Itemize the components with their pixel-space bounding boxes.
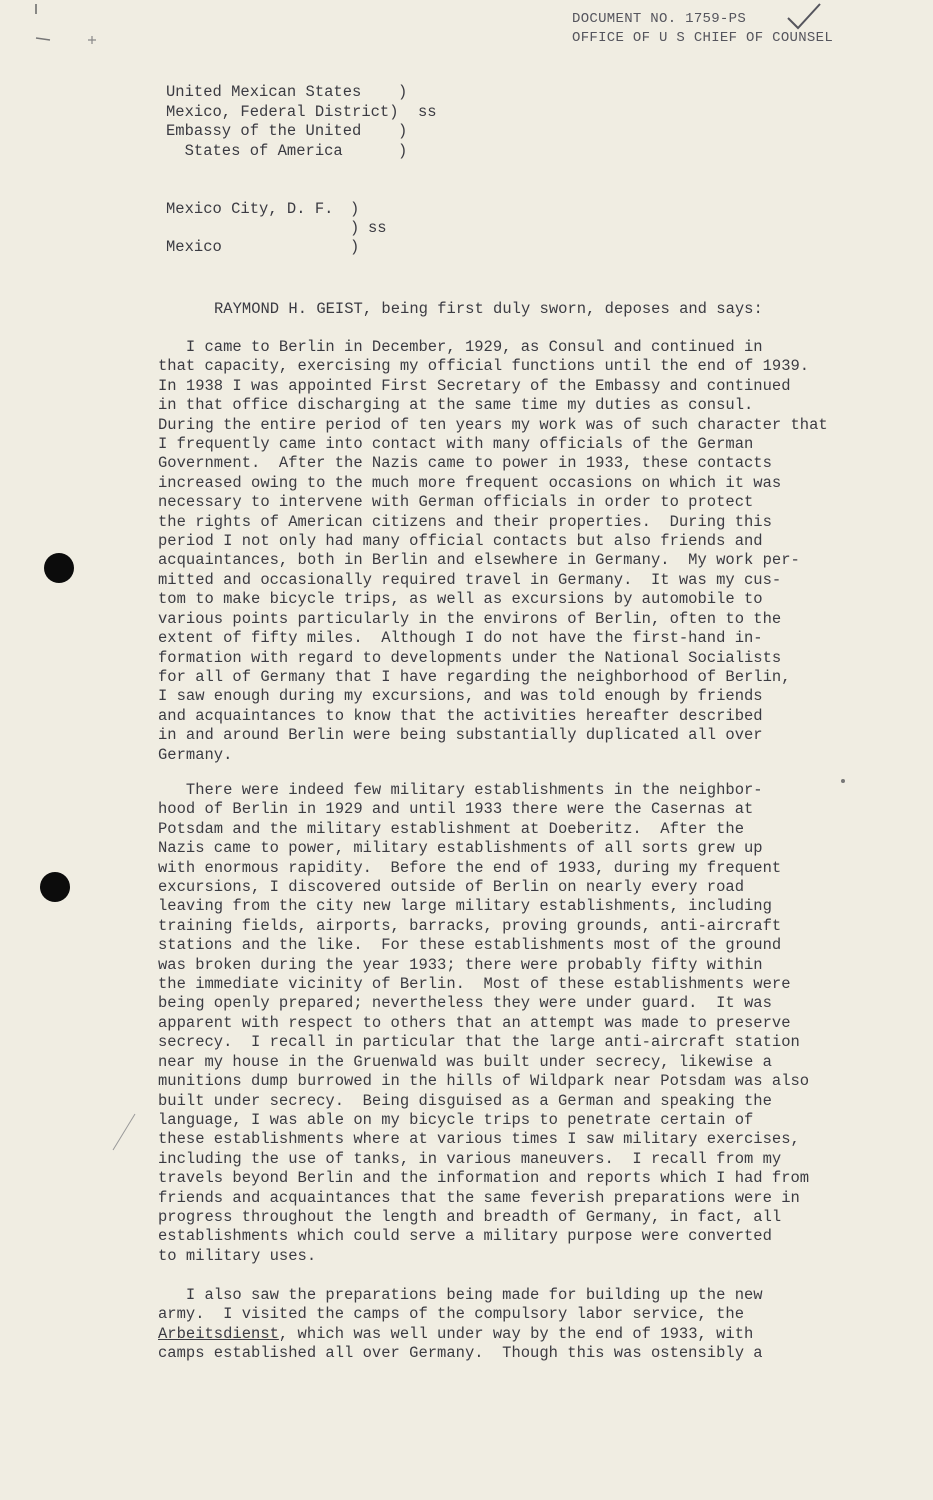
paragraph-line: formation with regard to developments under the National Socialists [158,648,782,667]
paren: ) [398,83,408,101]
paragraph-line: these establishments where at various times I saw military exercises, [158,1130,800,1149]
paragraph-line: There were indeed few military establishments in the neighbor- [158,781,763,799]
paragraph-line: acquaintances, both in Berlin and elsewhere in Germany. My work per- [158,551,800,570]
paren: ) [350,200,360,218]
paragraph-line: stations and the like. For these establishments most of the ground [158,936,782,955]
paragraph-line: I frequently came into contact with many officials of the German [158,435,754,454]
paragraph-line: progress throughout the length and breadth of Germany, in fact, all [158,1207,782,1226]
jurisdiction-city-line: Mexico City, D. F. [166,200,334,218]
paragraph-line: Germany. [158,745,233,764]
paragraph-line: language, I was able on my bicycle trips to penetrate certain of [158,1110,754,1129]
paragraph-line: being openly prepared; nevertheless they were under guard. It was [158,994,772,1013]
paragraph-line: the immediate vicinity of Berlin. Most of these establishments were [158,975,791,994]
paragraph-line: I came to Berlin in December, 1929, as Consul and continued in [158,338,763,356]
paragraph-line: with enormous rapidity. Before the end of 1933, during my frequent [158,858,782,877]
paragraph-line: In 1938 I was appointed First Secretary of the Embassy and continued [158,376,791,395]
paragraph-line: Arbeitsdienst, which was well under way by the end of 1933, with [158,1324,754,1343]
paragraph-line: including the use of tanks, in various maneuvers. I recall from my [158,1149,782,1168]
paragraph-line: mitted and occasionally required travel in Germany. It was my cus- [158,570,782,589]
paragraph-1 [158,338,863,765]
jurisdiction-line: States of America [166,141,343,160]
paragraph-line: apparent with respect to others that an attempt was made to preserve [158,1013,791,1032]
paren: ) [398,141,408,160]
ink-dot [838,776,848,786]
jurisdiction-city-block [166,200,387,257]
checkmark-icon [786,2,822,32]
paragraph-line: for all of Germany that I have regarding the neighborhood of Berlin, [158,667,791,686]
paragraph-line: necessary to intervene with German officials in order to protect [158,493,754,512]
punch-hole [44,553,74,583]
jurisdiction-line: Mexico, Federal District) [166,102,399,121]
paragraph-line: in that office discharging at the same time my duties as consul. [158,396,754,415]
paren: ) [350,238,360,256]
paragraph-line: extent of fifty miles. Although I do not have the first-hand in- [158,629,763,648]
jurisdiction-city-line: Mexico [166,238,222,256]
paragraph-line: near my house in the Gruenwald was built under secrecy, likewise a [158,1052,772,1071]
jurisdiction-line: United Mexican States [166,83,362,101]
opening-statement: RAYMOND H. GEIST, being first duly sworn, deposes and says: [214,300,763,318]
paragraph-line: was broken during the year 1933; there were probably fifty within [158,955,763,974]
paragraph-line: Potsdam and the military establishment at Doeberitz. After the [158,819,744,838]
paragraph-line: Nazis came to power, military establishments of all sorts grew up [158,839,763,858]
paragraph-line: hood of Berlin in 1929 and until 1933 there were the Casernas at [158,800,754,819]
jurisdiction-block [166,83,437,161]
office-line: OFFICE OF U S CHIEF OF COUNSEL [572,30,834,46]
paragraph-line: I also saw the preparations being made for building up the new [158,1286,763,1304]
paragraph-line: period I not only had many official contacts but also friends and [158,532,763,551]
paragraph-line: various points particularly in the environs of Berlin, often to the [158,609,782,628]
paragraph-line: I saw enough during my excursions, and was told enough by friends [158,687,763,706]
paragraph-3 [158,1286,863,1364]
paragraph-line: the rights of American citizens and their properties. During this [158,512,772,531]
paragraph-line: army. I visited the camps of the compulsory labor service, the [158,1305,744,1324]
paragraph-line: excursions, I discovered outside of Berlin on nearly every road [158,878,744,897]
paragraph-line: secrecy. I recall in particular that the large anti-aircraft station [158,1033,800,1052]
paragraph-line: and acquaintances to know that the activities hereafter described [158,706,763,725]
paragraph-line: tom to make bicycle trips, as well as excursions by automobile to [158,590,763,609]
paragraph-2 [158,781,863,1266]
ss-label: ss [368,219,387,237]
paragraph-line: that capacity, exercising my official functions until the end of 1939. [158,357,810,376]
paragraph-line: built under secrecy. Being disguised as a German and speaking the [158,1091,772,1110]
paragraph-line: leaving from the city new large military establishments, including [158,897,772,916]
document-number: DOCUMENT NO. 1759-PS [572,11,747,27]
jurisdiction-line: Embassy of the United [166,122,362,140]
paragraph-line: establishments which could serve a military purpose were converted [158,1227,772,1246]
paragraph-line: training fields, airports, barracks, proving grounds, anti-aircraft [158,916,782,935]
margin-pencil-mark [105,1110,145,1170]
paragraph-line: increased owing to the much more frequent occasions on which it was [158,473,782,492]
paragraph-line: in and around Berlin were being substantially duplicated all over [158,726,763,745]
paragraph-line: munitions dump burrowed in the hills of Wildpark near Potsdam was also [158,1072,810,1091]
paren: ) [398,122,408,140]
paragraph-line: camps established all over Germany. Though this was ostensibly a [158,1344,763,1363]
paragraph-line: travels beyond Berlin and the information and reports which I had from [158,1169,810,1188]
paragraph-line: During the entire period of ten years my work was of such character that [158,415,828,434]
paragraph-line: Government. After the Nazis came to power in 1933, these contacts [158,454,772,473]
paragraph-line: friends and acquaintances that the same feverish preparations were in [158,1188,800,1207]
ss-label: ss [418,102,437,121]
punch-hole [40,872,70,902]
margin-marks [28,0,108,60]
paren: ) [350,219,360,237]
paragraph-line: to military uses. [158,1246,317,1265]
